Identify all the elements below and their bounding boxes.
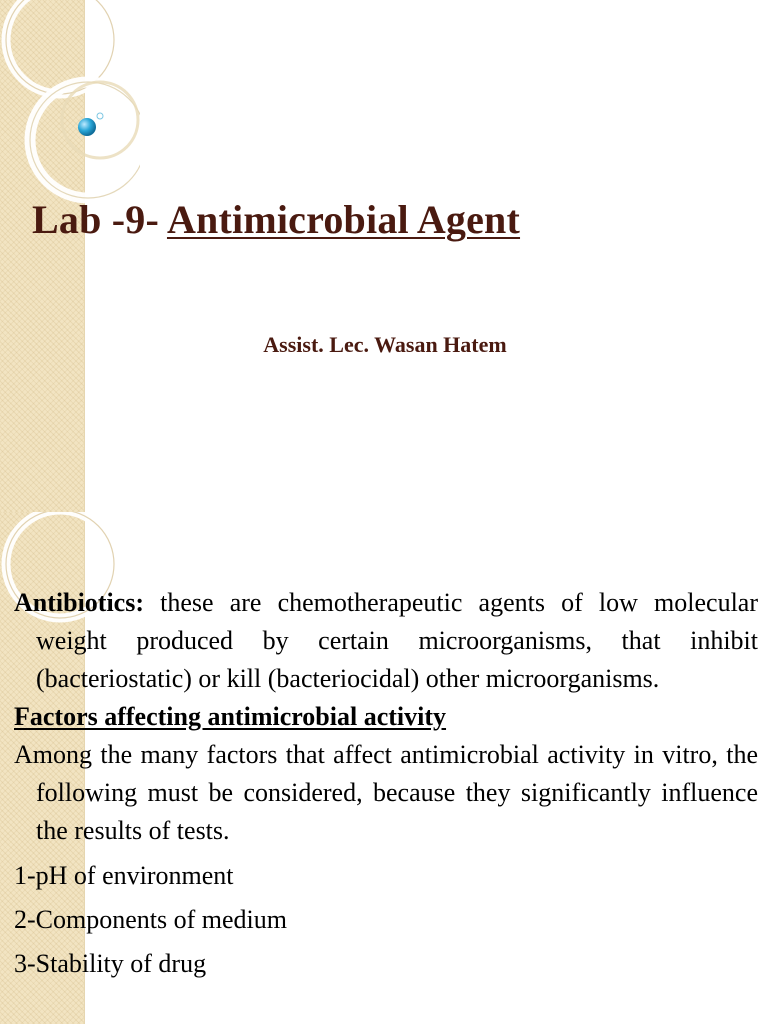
title-main: Antimicrobial Agent [166,197,521,242]
factors-list [14,854,758,986]
intro-paragraph: Among the many factors that affect antimicrobial activity in vitro, the following must be considered, because they significantly influence the results of tests. [14,740,758,845]
page-title [32,196,520,243]
list-item: 3-Stability of drug [14,949,207,978]
definition-term: Antibiotics: [14,588,144,617]
definition-paragraph [14,584,758,698]
slide-body [14,584,758,986]
title-prefix: Lab -9- [32,197,167,242]
author-line [0,332,768,358]
content-slide [0,512,768,1024]
definition-text: these are chemotherapeutic agents of low molecular weight produced by certain microorganisms, that inhibit (bacteriostatic) or kill (bacteriocidal) other microorganisms. [36,588,758,693]
author-name: Assist. Lec. Wasan Hatem [263,332,507,357]
section-heading: Factors affecting antimicrobial activity [14,702,447,731]
list-item: 1-pH of environment [14,861,234,890]
blue-bead-icon [0,0,120,160]
list-item: 2-Components of medium [14,905,287,934]
